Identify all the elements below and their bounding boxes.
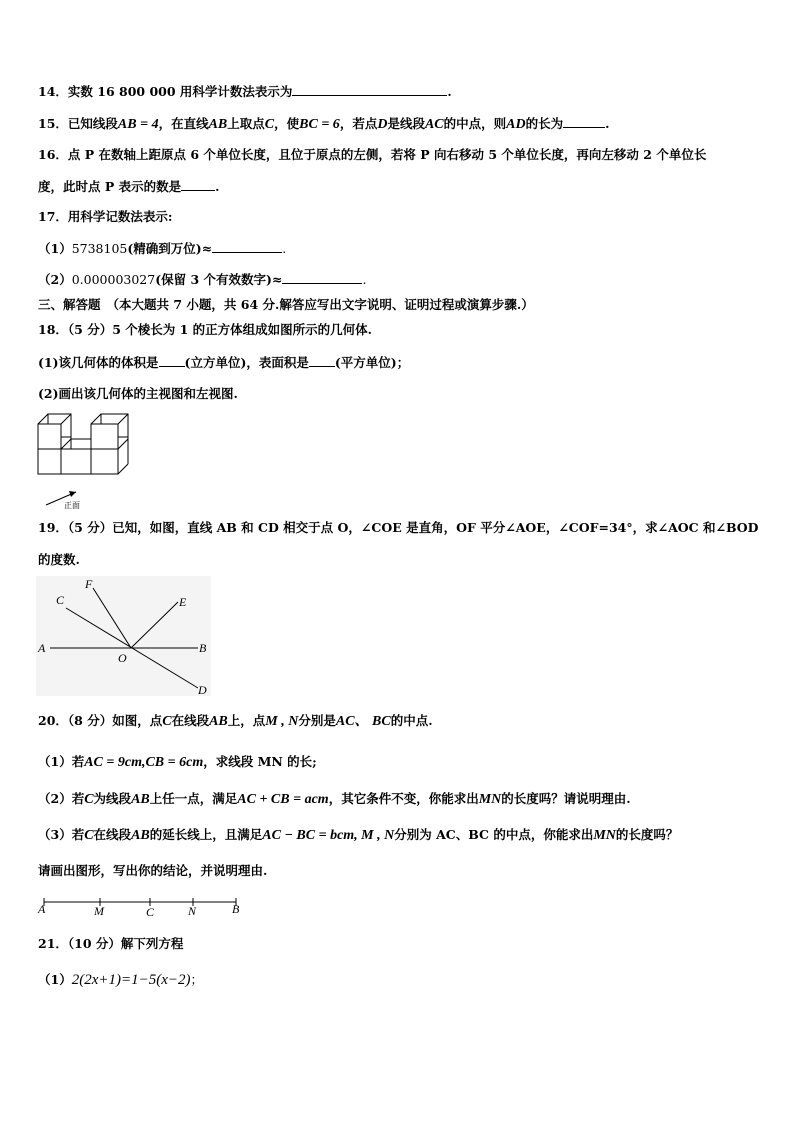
q18: 18．（5 分）5 个棱长为 1 的正方体组成如图所示的几何体. <box>38 322 373 337</box>
seg-label-m: M <box>94 904 104 918</box>
q20-sub2: （2）若C为线段AB上任一点，满足AC + CB = acm，其它条件不变，你能求出MN的长度吗？请说明理由. <box>38 791 631 807</box>
cube-figure <box>34 412 144 512</box>
q18-blank-1 <box>159 353 185 367</box>
q14: 14．实数 16 800 000 用科学计数法表示为 . <box>38 84 452 99</box>
front-label: 正面 <box>64 501 80 510</box>
label-e: E <box>179 595 187 609</box>
q19-line1: 19．（5 分）已知，如图，直线 AB 和 CD 相交于点 O，∠COE 是直角，OF 平分∠AOE，∠COF=34°，求∠AOC 和∠BOD <box>38 520 759 535</box>
q17-blank-1 <box>212 239 282 253</box>
q20-sub1: （1）若AC = 9cm,CB = 6cm，求线段 MN 的长; <box>38 754 317 770</box>
q17: 17．用科学记数法表示: <box>38 209 173 224</box>
q15: 15．已知线段AB = 4，在直线AB上取点C，使BC = 6，若点D是线段AC的中点，则AD的长为 . <box>38 116 610 132</box>
q17-part1: （1）5738105(精确到万位)≈ . <box>38 241 287 256</box>
label-o: O <box>118 651 127 665</box>
seg-label-n: N <box>188 904 197 918</box>
label-d: D <box>198 683 207 697</box>
seg-label-a: A <box>38 902 46 916</box>
q16-line1: 16．点 P 在数轴上距原点 6 个单位长度，且位于原点的左侧，若将 P 向右移动 5 个单位长度，再向左移动 2 个单位长 <box>38 147 707 162</box>
q18-sub1: (1)该几何体的体积是 (立方单位)，表面积是 (平方单位)； <box>38 355 410 370</box>
label-a: A <box>38 641 46 655</box>
q17-part2: （2）0.000003027(保留 3 个有效数字)≈ . <box>38 272 367 287</box>
label-b: B <box>199 641 207 655</box>
q17-blank-2 <box>282 270 362 284</box>
seg-label-b: B <box>232 902 240 916</box>
q19-line2: 的度数. <box>38 552 80 567</box>
angle-figure <box>36 576 211 696</box>
q21: 21．（10 分）解下列方程 <box>38 936 184 951</box>
q15-blank <box>563 114 605 128</box>
q18-blank-2 <box>309 353 335 367</box>
q18-sub2: (2)画出该几何体的主视图和左视图. <box>38 386 238 401</box>
label-f: F <box>85 577 93 591</box>
q20: 20．（8 分）如图，点C在线段AB上，点M , N分别是AC、 BC的中点. <box>38 713 433 729</box>
section-heading: 三、解答题 （本大题共 7 小题，共 64 分.解答应写出文字说明、证明过程或演算步骤.） <box>38 297 534 312</box>
q21-sub1: （1）2(2x+1)=1−5(x−2)； <box>38 972 204 988</box>
seg-label-c: C <box>146 905 155 919</box>
q14-blank <box>292 82 447 96</box>
q16-blank <box>181 177 215 191</box>
label-c: C <box>56 593 65 607</box>
q20-sub3: （3）若C在线段AB的延长线上，且满足AC − BC = bcm, M , N分别为 AC、BC 的中点，你能求出MN的长度吗？ <box>38 827 679 843</box>
q16-line2: 度，此时点 P 表示的数是 . <box>38 179 220 194</box>
segment-figure <box>36 894 246 924</box>
q20-sub3-line2: 请画出图形，写出你的结论，并说明理由. <box>38 863 268 878</box>
